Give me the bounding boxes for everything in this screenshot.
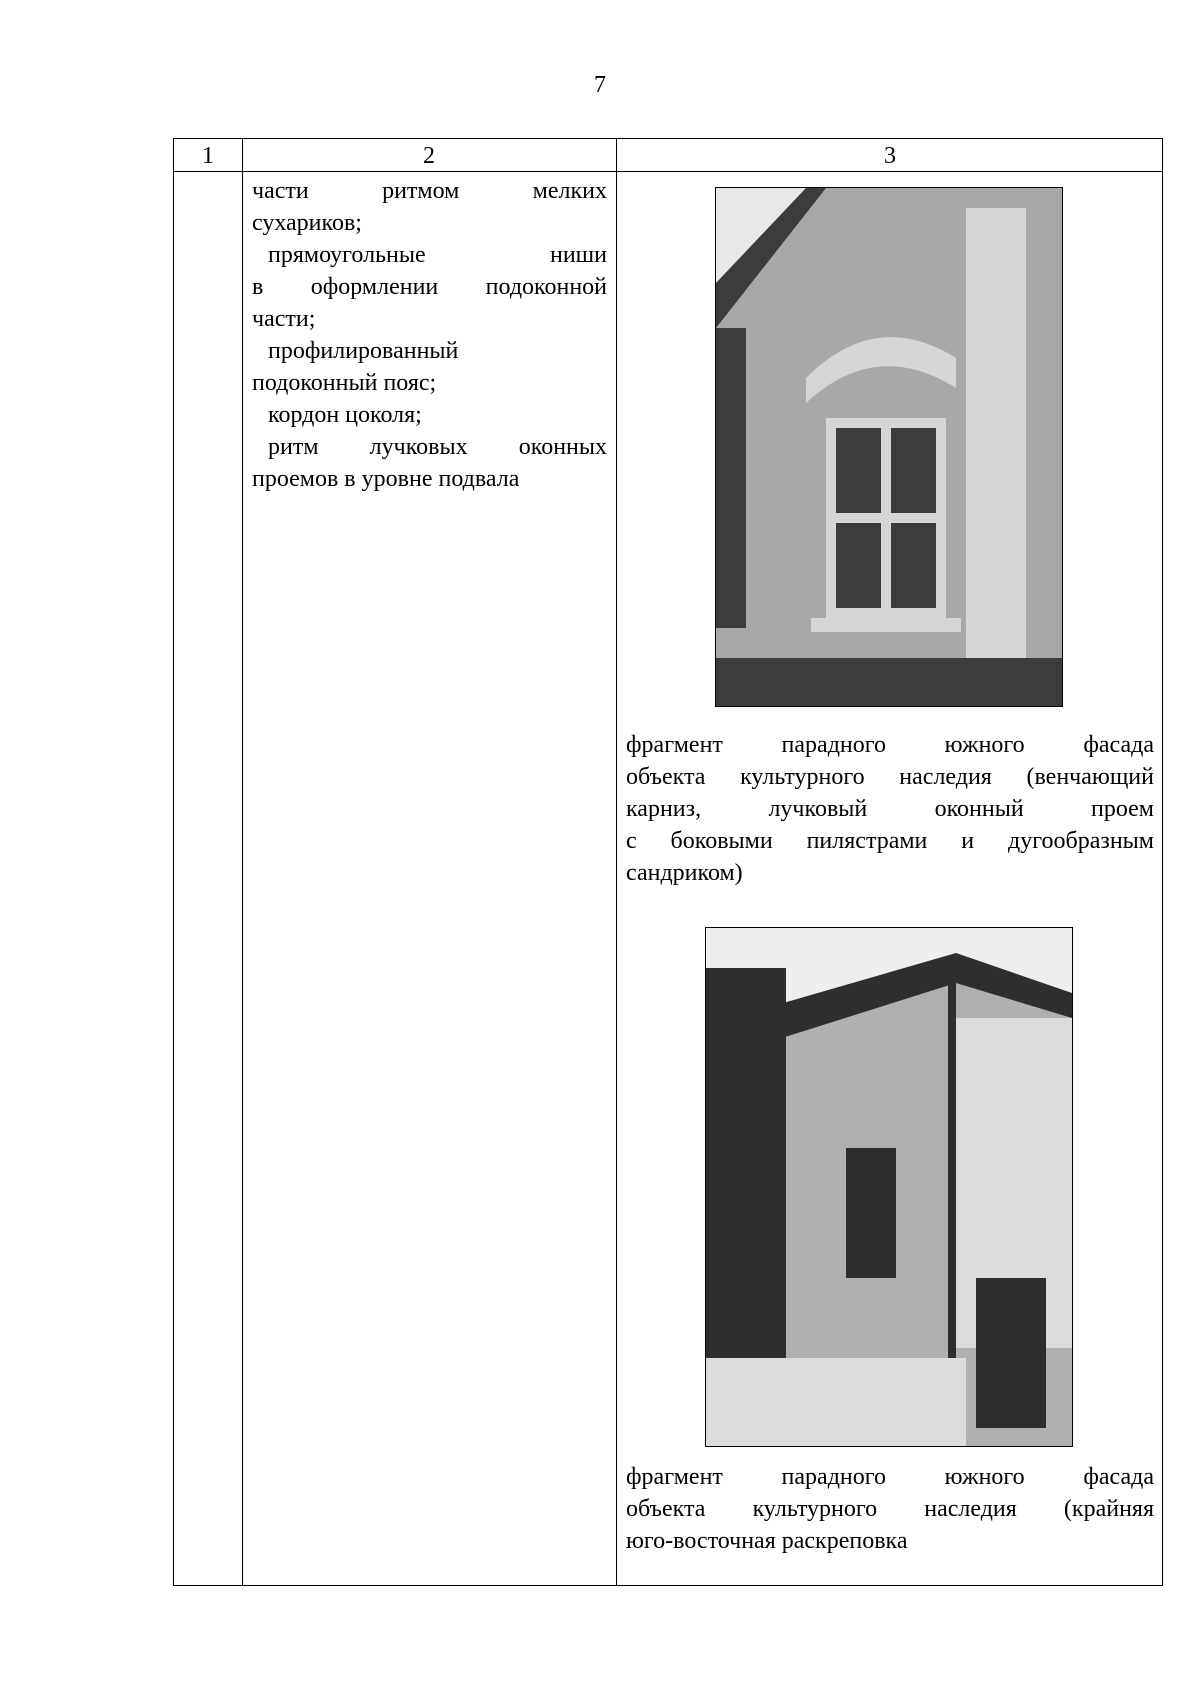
document-table bbox=[173, 138, 1163, 1586]
feature-line: ритм лучковых оконных bbox=[268, 434, 607, 460]
caption-line: объекта культурного наследия (венчающий bbox=[626, 764, 1154, 790]
photo-caption-2 bbox=[626, 1461, 1154, 1557]
features-list bbox=[252, 175, 607, 495]
p1-window-pane bbox=[891, 523, 936, 608]
header-divider bbox=[174, 171, 1162, 172]
p2-door bbox=[976, 1278, 1046, 1428]
page-number: 7 bbox=[594, 72, 606, 98]
feature-line: подоконный пояс; bbox=[252, 370, 437, 396]
photo-window-image bbox=[716, 188, 1062, 706]
photo-corner-image bbox=[706, 928, 1072, 1446]
caption-line: сандриком) bbox=[626, 860, 743, 886]
column-divider bbox=[616, 139, 617, 1585]
caption-line: фрагмент парадного южного фасада bbox=[626, 1464, 1154, 1490]
p1-window-pane bbox=[836, 428, 881, 513]
p2-drainpipe bbox=[948, 978, 956, 1398]
feature-line: части ритмом мелких bbox=[252, 178, 607, 204]
header-col-2: 2 bbox=[423, 143, 435, 169]
header-col-3: 3 bbox=[884, 143, 896, 169]
caption-line: с боковыми пилястрами и дугообразным bbox=[626, 828, 1154, 854]
feature-line: кордон цоколя; bbox=[268, 402, 422, 428]
p1-window-pane bbox=[836, 523, 881, 608]
p2-window bbox=[846, 1148, 896, 1278]
feature-line: части; bbox=[252, 306, 316, 332]
header-col-1: 1 bbox=[202, 143, 214, 169]
p1-sill bbox=[811, 618, 961, 632]
photo-caption-1 bbox=[626, 729, 1154, 889]
feature-line: сухариков; bbox=[252, 210, 362, 236]
column-divider bbox=[242, 139, 243, 1585]
p2-tree bbox=[706, 968, 786, 1388]
caption-line: объекта культурного наследия (крайняя bbox=[626, 1496, 1154, 1522]
feature-line: профилированный bbox=[268, 338, 459, 364]
feature-line: в оформлении подоконной bbox=[252, 274, 607, 300]
photo-corner-facade bbox=[705, 927, 1073, 1447]
p2-flowers bbox=[706, 1358, 966, 1446]
caption-line: карниз, лучковый оконный проем bbox=[626, 796, 1154, 822]
p1-ground bbox=[716, 658, 1062, 706]
photo-window-facade bbox=[715, 187, 1063, 707]
p1-tree-left bbox=[716, 328, 746, 628]
caption-line: фрагмент парадного южного фасада bbox=[626, 732, 1154, 758]
feature-line: проемов в уровне подвала bbox=[252, 466, 520, 492]
p1-window-pane bbox=[891, 428, 936, 513]
caption-line: юго-восточная раскреповка bbox=[626, 1528, 908, 1554]
p1-pilaster bbox=[966, 208, 1026, 688]
feature-line: прямоугольные ниши bbox=[268, 242, 607, 268]
